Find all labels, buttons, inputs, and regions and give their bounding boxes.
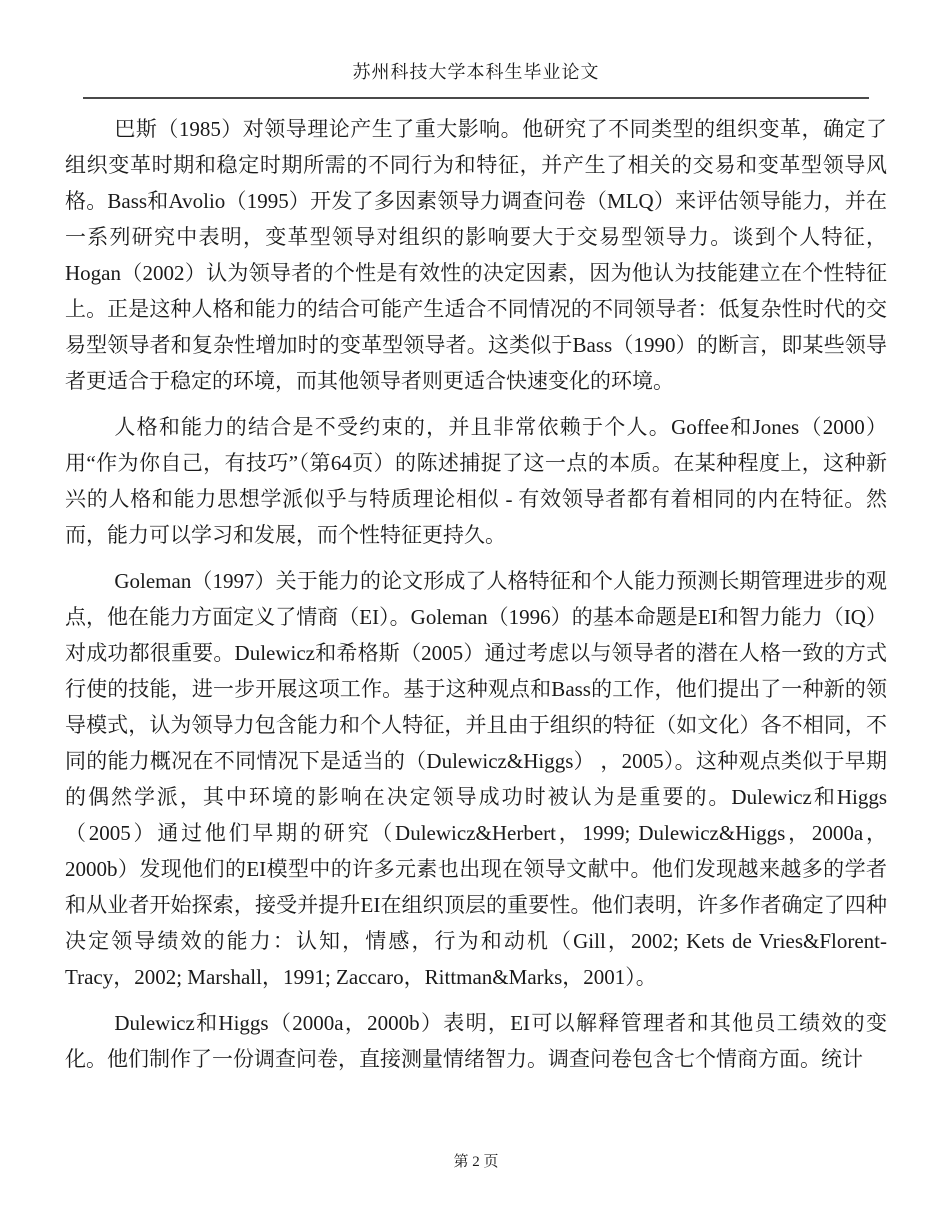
paragraph-personality-ability: 人格和能力的结合是不受约束的，并且非常依赖于个人。Goffee和Jones（2000）用“作为你自己，有技巧”（第64页）的陈述捕捉了这一点的本质。在某种程度上，这种新兴的人格和能力思想学派似乎与特质理论相似 - 有效领导者都有着相同的内在特征。然而，能力可以学习和发展，而个性特征更持久。 <box>65 415 887 547</box>
header-divider-rule <box>83 97 869 99</box>
page-number-label: 第 2 页 <box>453 1154 499 1170</box>
paragraph-bass-leadership: 巴斯（1985）对领导理论产生了重大影响。他研究了不同类型的组织变革，确定了组织变革时期和稳定时期所需的不同行为和特征，并产生了相关的交易和变革型领导风格。Bass和Avolio（1995）开发了多因素领导力调查问卷（MLQ）来评估领导能力，并在一系列研究中表明，变革型领导对组织的影响要大于交易型领导力。谈到个人特征，Hogan（2002）认为领导者的个性是有效性的决定因素，因为他认为技能建立在个性特征上。正是这种人格和能力的结合可能产生适合不同情况的不同领导者：低复杂性时代的交易型领导者和复杂性增加时的变革型领导者。这类似于Bass（1990）的断言，即某些领导者更适合于稳定的环境，而其他领导者则更适合快速变化的环境。 <box>65 117 887 393</box>
paragraph-goleman-ei: Goleman（1997）关于能力的论文形成了人格特征和个人能力预测长期管理进步的观点，他在能力方面定义了情商（EI）。Goleman（1996）的基本命题是EI和智力能力（IQ）对成功都很重要。Dulewicz和希格斯（2005）通过考虑以与领导者的潜在人格一致的方式行使的技能，进一步开展这项工作。基于这种观点和Bass的工作，他们提出了一种新的领导模式，认为领导力包含能力和个人特征，并且由于组织的特征（如文化）各不相同，不同的能力概况在不同情况下是适当的（Dulewicz&Higgs） ，2005）。这种观点类似于早期的偶然学派，其中环境的影响在决定领导成功时被认为是重要的。Dulewicz和Higgs（2005）通过他们早期的研究（Dulewicz&Herbert，1999; Dulewicz&Higgs，2000a，2000b）发现他们的EI模型中的许多元素也出现在领导文献中。他们发现越来越多的学者和从业者开始探索，接受并提升EI在组织顶层的重要性。他们表明，许多作者确定了四种决定领导绩效的能力：认知，情感，行为和动机（Gill，2002; Kets de Vries&Florent-Tracy，2002; Marshall，1991; Zaccaro，Rittman&Marks，2001）。 <box>65 569 887 989</box>
document-body <box>65 111 887 1077</box>
page-footer <box>0 1150 952 1171</box>
paragraph-dulewicz-higgs: Dulewicz和Higgs（2000a，2000b）表明，EI可以解释管理者和其他员工绩效的变化。他们制作了一份调查问卷，直接测量情绪智力。调查问卷包含七个情商方面。统计 <box>65 1011 887 1071</box>
page-header <box>0 0 952 99</box>
running-head-title: 苏州科技大学本科生毕业论文 <box>352 62 600 82</box>
